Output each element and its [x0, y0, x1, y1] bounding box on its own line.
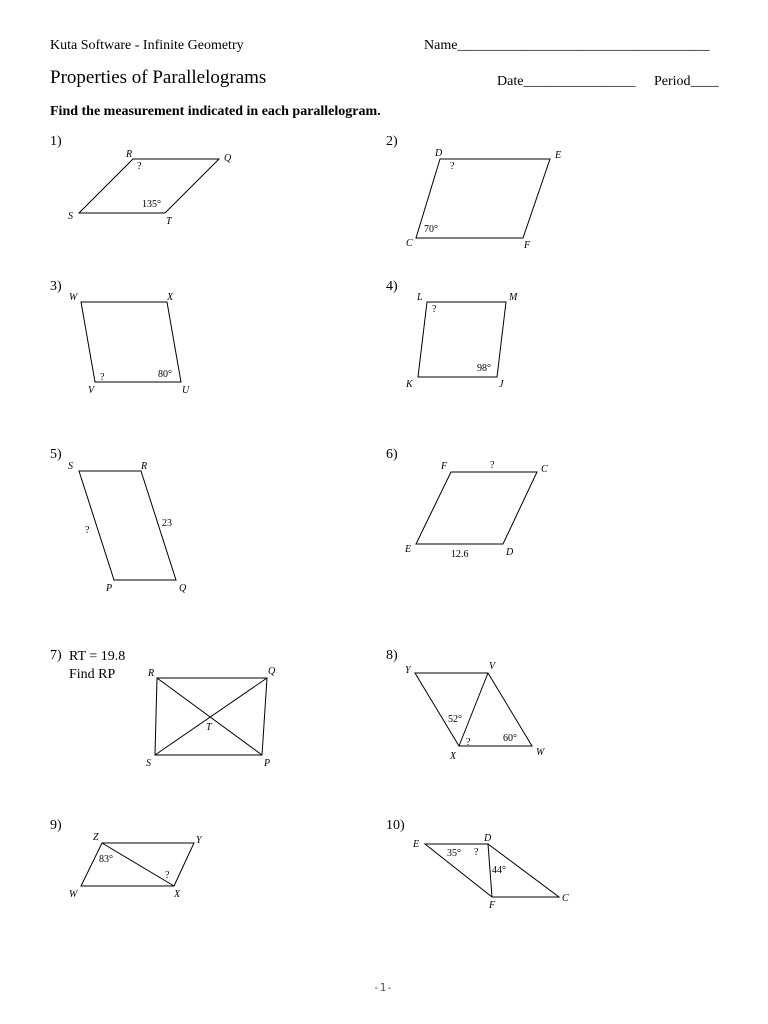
problem-number: 9): [50, 818, 62, 833]
worksheet-title: Properties of Parallelograms: [50, 67, 267, 88]
vertex-label: M: [509, 292, 518, 303]
vertex-label: F: [489, 900, 496, 911]
vertex-label: Y: [405, 665, 411, 676]
vertex-label: K: [406, 379, 413, 390]
vertex-label: Y: [196, 835, 202, 846]
vertex-label: R: [126, 149, 133, 160]
diagonal-qs: [155, 678, 267, 755]
angle-measure: 60°: [503, 733, 517, 744]
vertex-label: T: [206, 722, 212, 733]
period-blank: ____: [690, 74, 719, 89]
problem-number: 2): [386, 134, 398, 149]
unknown-mark: ?: [450, 161, 455, 172]
vertex-label: Q: [179, 583, 187, 594]
vertex-label: E: [405, 544, 412, 555]
angle-measure: 52°: [448, 714, 462, 725]
vertex-label: C: [562, 893, 569, 904]
side-length: 12.6: [451, 549, 469, 560]
vertex-label: D: [435, 148, 443, 159]
vertex-label: Q: [268, 666, 276, 677]
vertex-label: P: [106, 583, 113, 594]
unknown-mark: ?: [85, 525, 90, 536]
publisher-line: Kuta Software - Infinite Geometry: [50, 38, 244, 53]
page-number: -1-: [373, 981, 393, 994]
vertex-label: C: [541, 464, 548, 475]
side-length: 23: [162, 518, 172, 529]
angle-measure: 98°: [477, 363, 491, 374]
problem-number: 10): [386, 818, 405, 833]
vertex-label: X: [174, 889, 181, 900]
vertex-label: R: [148, 668, 155, 679]
vertex-label: Q: [224, 153, 232, 164]
vertex-label: S: [68, 461, 73, 472]
vertex-label: L: [417, 292, 423, 303]
vertex-label: X: [167, 292, 174, 303]
period-label: Period: [654, 74, 691, 89]
vertex-label: D: [506, 547, 514, 558]
vertex-label: J: [499, 379, 504, 390]
figure-6: [404, 460, 548, 560]
vertex-label: X: [450, 751, 457, 762]
vertex-label: Z: [93, 832, 99, 843]
unknown-mark: ?: [474, 847, 479, 858]
unknown-mark: ?: [466, 737, 471, 748]
unknown-mark: ?: [137, 161, 142, 172]
vertex-label: P: [264, 758, 271, 769]
vertex-label: D: [484, 833, 492, 844]
problem-number: 3): [50, 279, 62, 294]
problem-number: 6): [386, 447, 398, 462]
name-blank: ____________________________________: [457, 38, 710, 53]
instructions: Find the measurement indicated in each parallelogram.: [50, 104, 381, 119]
angle-measure: 80°: [158, 369, 172, 380]
vertex-label: F: [524, 240, 531, 251]
angle-measure: 35°: [447, 848, 461, 859]
vertex-label: E: [413, 839, 420, 850]
vertex-label: E: [555, 150, 562, 161]
date-blank: ________________: [523, 74, 636, 89]
diagonal-rp: [157, 678, 262, 755]
unknown-mark: ?: [100, 372, 105, 383]
angle-measure: 83°: [99, 854, 113, 865]
problem-number: 7): [50, 648, 62, 663]
figure-10: [412, 833, 569, 911]
diagonal-vx: [459, 673, 488, 746]
vertex-label: T: [166, 216, 172, 227]
problem-number: 1): [50, 134, 62, 149]
vertex-label: W: [536, 747, 545, 758]
name-label: Name: [424, 38, 458, 53]
angle-measure: 44°: [492, 865, 506, 876]
figure-8: [405, 661, 546, 762]
figure-7: [146, 666, 276, 769]
figure-5: [68, 461, 187, 594]
problem-number: 8): [386, 648, 398, 663]
figure-4: [405, 292, 518, 390]
parallelogram-fcde: [416, 472, 537, 544]
vertex-label: W: [69, 889, 78, 900]
vertex-label: R: [141, 461, 148, 472]
vertex-label: S: [146, 758, 151, 769]
problem-number: 4): [386, 279, 398, 294]
vertex-label: F: [441, 461, 448, 472]
figure-3: [69, 292, 190, 396]
vertex-label: V: [88, 385, 95, 396]
figure-2: [406, 148, 561, 251]
figure-1: [68, 149, 232, 227]
find-statement: Find RP: [69, 667, 116, 682]
vertex-label: W: [69, 292, 78, 303]
vertex-label: U: [182, 385, 190, 396]
vertex-label: V: [489, 661, 496, 672]
angle-measure: 135°: [142, 199, 161, 210]
vertex-label: S: [68, 211, 73, 222]
given-statement: RT = 19.8: [69, 649, 126, 664]
unknown-mark: ?: [490, 460, 495, 471]
figure-9: [69, 832, 203, 900]
unknown-mark: ?: [432, 304, 437, 315]
unknown-mark: ?: [165, 870, 170, 881]
angle-measure: 70°: [424, 224, 438, 235]
vertex-label: C: [406, 238, 413, 249]
problem-number: 5): [50, 447, 62, 462]
date-label: Date: [497, 74, 524, 89]
